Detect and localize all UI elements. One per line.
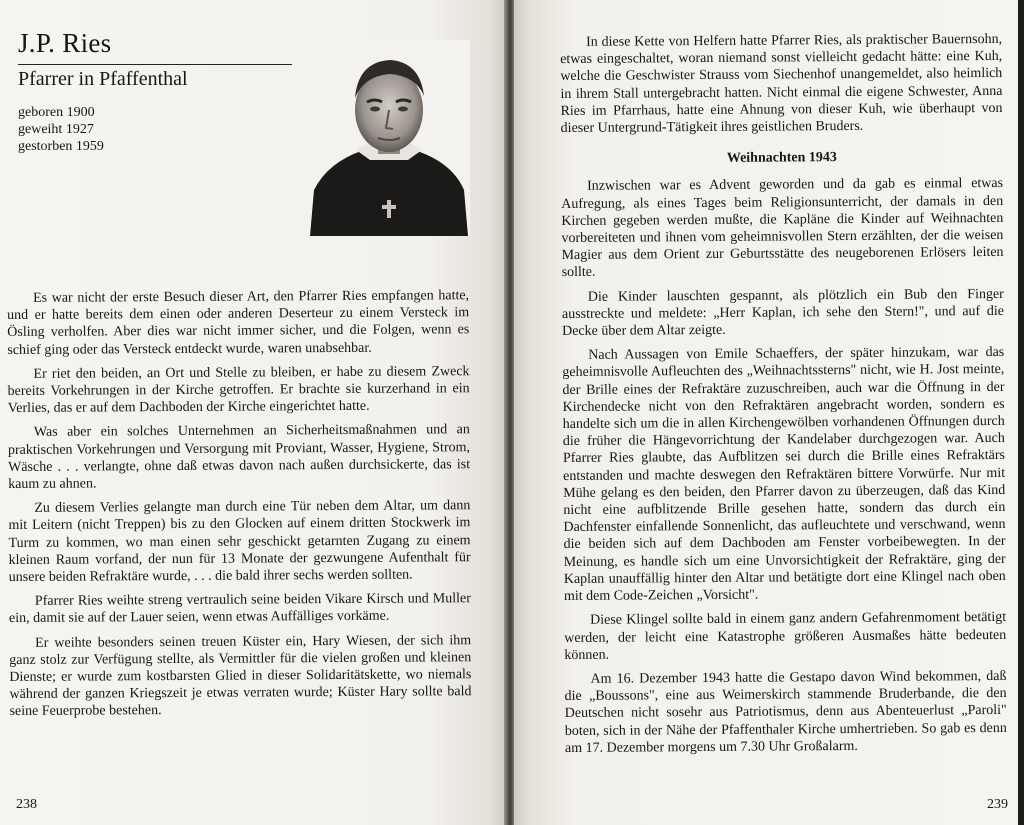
paragraph: Er riet den beiden, an Ort und Stelle zu bleiben, er habe zu diesem Zweck bereits Vorkehrungen in der Kirche getroffen. Er brachte sie kurzerhand in ein Verlies, das er auf dem Dachboden der Kirche eingerichtet hatte. (7, 363, 470, 417)
paragraph: Diese Klingel sollte bald in einem ganz andern Gefahrenmoment betätigt werden, der leicht eine Katastrophe größeren Ausmaßes hätte bedeuten können. (564, 610, 1007, 663)
paragraph: Nach Aussagen von Emile Schaeffers, der später hinzukam, war das geheimnisvolle Aufleuchten des „Weihnachtssterns" nicht, wie H. Jost meinte, der Brille eines der Refraktäre zuzuschreiben, auch war die Öffnung in der Kirchendecke nicht von den Refraktären angebracht worden, sondern es handelte sich um die in allen Kirchengewölben vorhandenen Öffnungen durch die früher die Hängevorrichtung der Kandelaber durchgezogen war. Auch Pfarrer Ries glaubte, das Aufblitzen sei durch die Brille eines Refraktärs entstanden und machte deswegen den Refraktären bittere Vorwürfe. Nur mit Mühe gelang es den beiden, den Pfarrer davon zu überzeugen, daß das Kind nicht eine aufblitzende Brille gesehen hatte, sondern das durch ein Dachfenster einfallende Sonnenlicht, das aufleuchtete und verschwand, wenn die beiden sich auf dem Dachboden am Fenster vorbeibewegten. In der Meinung, es handle sich um eine Unvorsichtigkeit der Refraktäre, ging der Kaplan unauffällig hinter den Altar und betätigte dort eine Klingel nach oben mit dem Code-Zeichen „Vorsicht". (562, 345, 1006, 605)
left-body-text (7, 287, 472, 727)
paragraph: Es war nicht der erste Besuch dieser Art, den Pfarrer Ries empfangen hatte, und er hatte bereits dem einen oder anderen Deserteur zu einem Versteck im Ösling verholfen. Aber dies war nicht immer sicher, und die Folgen, wenn es schief ging oder das Versteck entdeckt wurde, waren unabsehbar. (7, 288, 470, 358)
bio-dates (18, 104, 104, 155)
paragraph: Am 16. Dezember 1943 hatte die Gestapo davon Wind bekommen, daß die „Boussons", eine aus Weimerskirch stammende Bruderbande, die den Deutschen nicht sosehr aus Patriotismus, denn aus Abenteuerlust „Paroli" boten, sich in der Nähe der Pfaffenthaler Kirche umhertrieben. So gab es denn am 17. Dezember morgens um 7.30 Uhr Großalarm. (564, 668, 1007, 756)
paragraph: Er weihte besonders seinen treuen Küster ein, Hary Wiesen, der sich ihm ganz stolz zur Verfügung stellte, als Vermittler für die vielen großen und kleinen Dienste; er wurde zum kostbarsten Glied in dieser Solidaritätskette, wo niemals während der ganzen Kriegszeit je etwas verraten wurde; Küster Hary sollte bald seine Feuerprobe bestehen. (9, 632, 472, 720)
section-heading: Weihnachten 1943 (726, 150, 837, 167)
right-body-text (560, 31, 1007, 764)
paragraph: Zu diesem Verlies gelangte man durch eine Tür neben dem Altar, um dann mit Leitern (nicht Treppen) bis zu den Glocken auf einem dritten Stockwerk im Turm zu kommen, wo man einen sehr geschickt getarnten Zugang zu einem kleinen Raum vorfand, der nun für 13 Monate der gezwungene Aufenthalt für unsere beiden Refraktäre wurde, . . . die bald ihrer sechs werden sollten. (8, 498, 471, 586)
page-number-right: 239 (987, 797, 1008, 812)
right-page (514, 0, 1024, 825)
paragraph: Was aber ein solches Unternehmen an Sicherheitsmaßnahmen und an praktischen Vorkehrungen und Versorgung mit Proviant, Wasser, Hygiene, Strom, Wäsche . . . verlangte, ohne daß etwas davon nach außen durchsickerte, das ist kaum zu ahnen. (7, 422, 471, 493)
page-edge-shadow (1018, 0, 1024, 825)
chapter-title: J.P. Ries (18, 28, 112, 58)
portrait-photo (308, 40, 470, 236)
paragraph: Inzwischen war es Advent geworden und da gab es einmal etwas Aufregung, als eines Tages beim Religionsunterricht, der damals in den Kirchen gegeben werden mußte, die Kapläne die Kinder auf Weihnachten vorbereiteten und ihnen vom geheimnisvollen Stern erzählten, der die weisen Magier aus dem Orient zur Geburtsstätte des neugeborenen Erlösers leiten sollte. (561, 176, 1004, 281)
title-rule (18, 64, 292, 65)
left-page (0, 0, 506, 825)
bio-died: gestorben 1959 (18, 139, 104, 154)
page-number-left: 238 (16, 797, 37, 812)
chapter-subtitle: Pfarrer in Pfaffenthal (18, 68, 188, 90)
paragraph: Die Kinder lauschten gespannt, als plötzlich ein Bub den Finger ausstreckte und meldete: „Herr Kaplan, ich sehe den Stern!", und auf die Decke über dem Altar zeigte. (561, 286, 1004, 340)
bio-ordained: geweiht 1927 (18, 122, 94, 137)
paragraph: In diese Kette von Helfern hatte Pfarrer Ries, als praktischer Bauernsohn, etwas eingeschaltet, woran niemand sonst vielleicht gedacht hätte: eine Kuh, welche die Geschwister Strauss vom Siechenhof unangemeldet, also heimlich in ihrem Stall untergebracht hatten. Nicht einmal die eigene Schwester, Anna Ries im Pfarrhaus, hatte eine Ahnung von dieser Kuh, wie überhaupt von dieser Untergrund-Tätigkeit ihres geistlichen Bruders. (560, 31, 1003, 137)
bio-born: geboren 1900 (18, 105, 95, 120)
paragraph: Pfarrer Ries weihte streng vertraulich seine beiden Vikare Kirsch und Muller ein, damit sie auf der Lauer seien, wenn etwas Auffälliges vorkäme. (8, 591, 471, 627)
